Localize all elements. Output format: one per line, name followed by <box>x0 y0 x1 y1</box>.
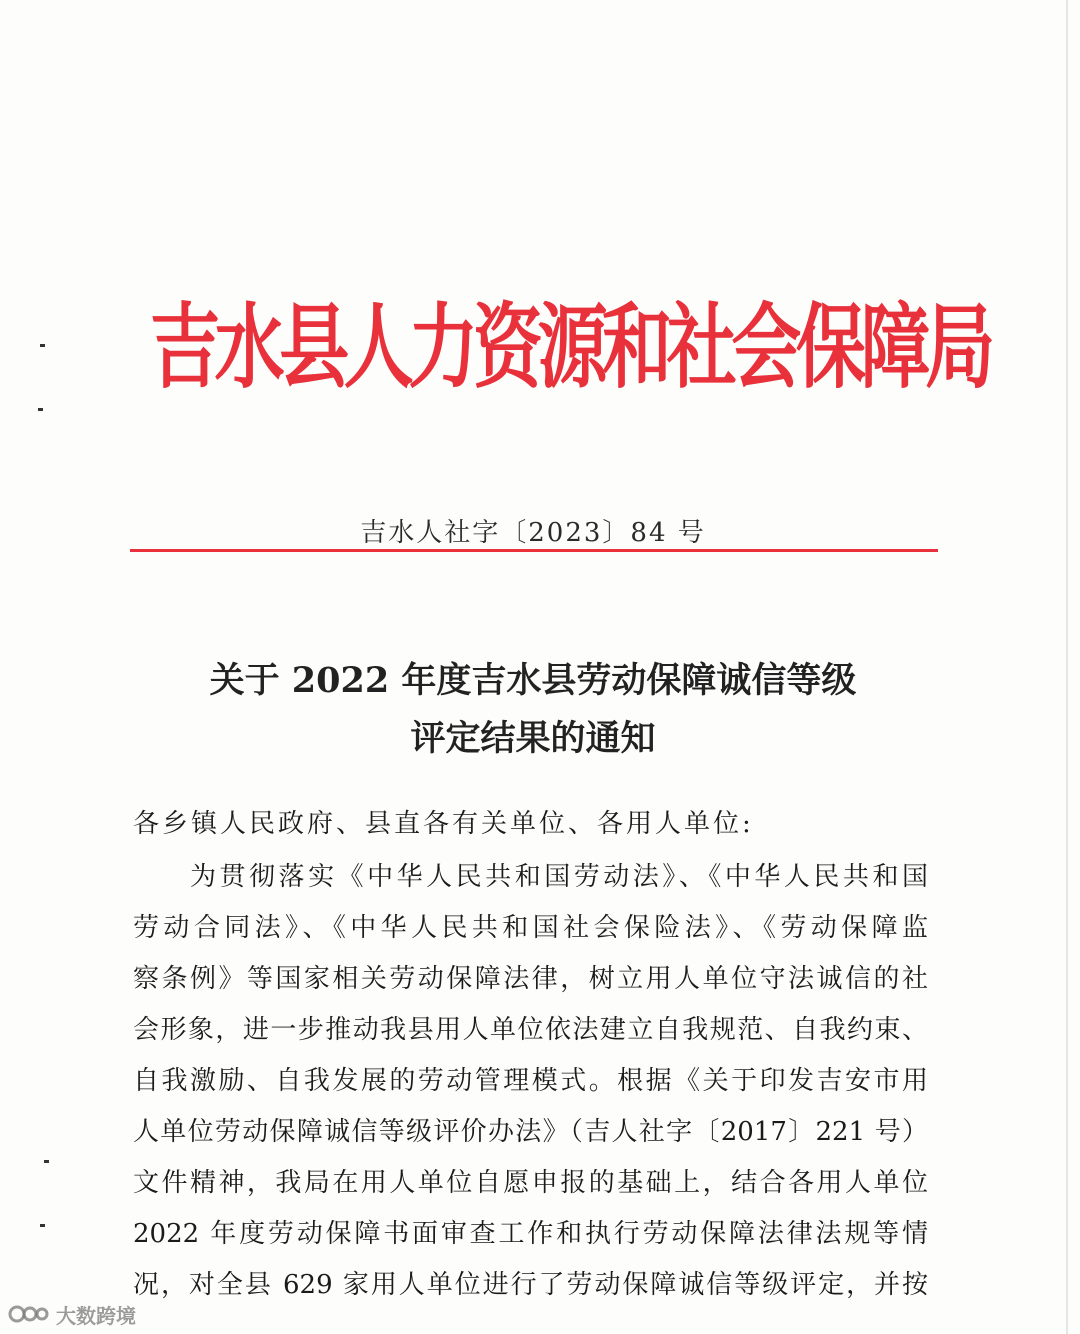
salutation: 各乡镇人民政府、县直各有关单位、各用人单位: <box>133 809 754 839</box>
body-line: 察条例》等国家相关劳动保障法律，树立用人单位守法诚信的社 <box>133 964 928 994</box>
body-line: 为贯彻落实《中华人民共和国劳动法》、《中华人民共和国 <box>190 862 928 892</box>
body-line: 会形象，进一步推动我县用人单位依法建立自我规范、自我约束、 <box>133 1015 928 1045</box>
page-edge-line <box>1066 0 1068 1334</box>
notice-title-line-1: 关于 2022 年度吉水县劳动保障诚信等级 <box>209 660 857 701</box>
notice-title-line-2: 评定结果的通知 <box>410 718 656 759</box>
scan-mark <box>40 1224 45 1227</box>
body-line: 劳动合同法》、《中华人民共和国社会保险法》、《劳动保障监 <box>133 913 928 943</box>
scan-mark <box>44 1160 49 1163</box>
body-line: 2022 年度劳动保障书面审查工作和执行劳动保障法律法规等情 <box>133 1219 928 1249</box>
body-line: 人单位劳动保障诚信等级评价办法》（吉人社字〔2017〕221 号） <box>133 1117 928 1147</box>
red-divider-line <box>130 549 938 552</box>
watermark-text: 大数跨境 <box>56 1303 136 1328</box>
watermark <box>8 1297 136 1331</box>
scan-mark <box>38 408 43 411</box>
document-number: 吉水人社字〔2023〕84 号 <box>360 518 706 548</box>
brand-logo-icon <box>8 1301 50 1327</box>
notice-title <box>0 652 1066 768</box>
body-line: 文件精神，我局在用人单位自愿申报的基础上，结合各用人单位 <box>133 1168 928 1198</box>
letterhead-org-name: 吉水县人力资源和社会保障局 <box>150 294 990 401</box>
body-line: 况，对全县 629 家用人单位进行了劳动保障诚信等级评定，并按 <box>133 1270 928 1300</box>
body-line: 自我激励、自我发展的劳动管理模式。根据《关于印发吉安市用 <box>133 1066 928 1096</box>
scan-mark <box>40 344 45 347</box>
